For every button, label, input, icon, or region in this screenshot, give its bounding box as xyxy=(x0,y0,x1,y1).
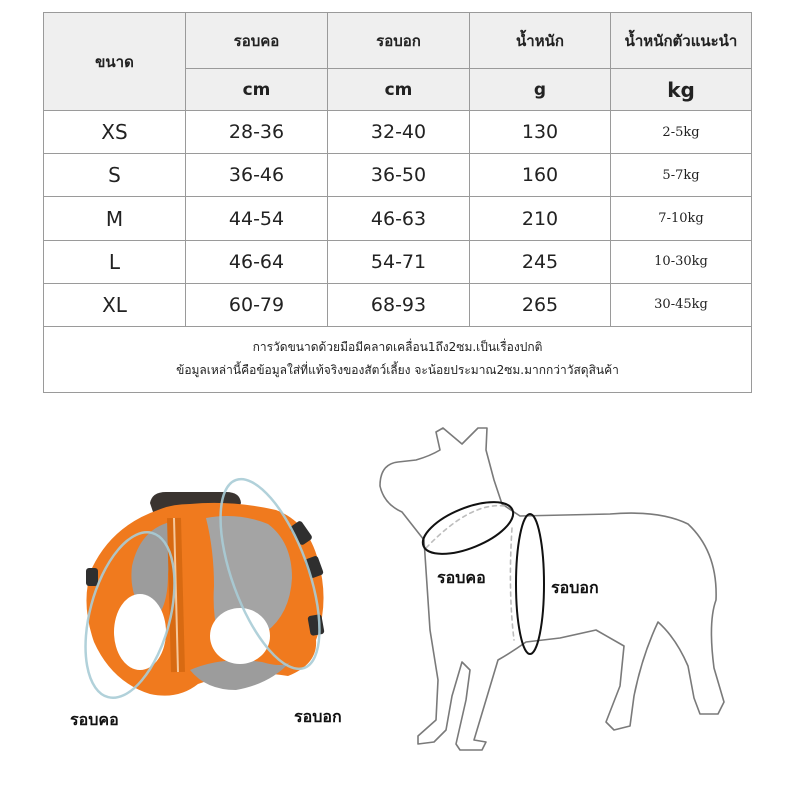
measurement-illustration xyxy=(0,400,800,800)
cell-recommended: 2-5kg xyxy=(611,111,752,154)
cell-weight: 265 xyxy=(470,283,611,326)
table-note-row xyxy=(44,326,752,392)
cell-weight: 160 xyxy=(470,154,611,197)
cell-weight: 130 xyxy=(470,111,611,154)
harness-chest-label: รอบอก xyxy=(294,707,342,726)
harness-chest-opening xyxy=(210,608,270,664)
harness-buckle xyxy=(86,568,98,586)
cell-size: L xyxy=(44,240,186,283)
header-neck: รอบคอ xyxy=(186,13,328,69)
cell-size: XL xyxy=(44,283,186,326)
header-chest: รอบอก xyxy=(328,13,470,69)
harness-image xyxy=(69,467,340,707)
dog-neck-label: รอบคอ xyxy=(437,568,486,587)
dog-neck-guide xyxy=(426,506,504,548)
cell-neck: 36-46 xyxy=(186,154,328,197)
dog-chest-measure-ring xyxy=(516,514,544,654)
unit-weight: g xyxy=(470,69,611,111)
cell-neck: 46-64 xyxy=(186,240,328,283)
table-row xyxy=(44,111,752,154)
cell-chest: 68-93 xyxy=(328,283,470,326)
cell-recommended: 30-45kg xyxy=(611,283,752,326)
size-table xyxy=(43,12,752,393)
cell-chest: 46-63 xyxy=(328,197,470,240)
table-row xyxy=(44,283,752,326)
table-row xyxy=(44,154,752,197)
dog-chest-label: รอบอก xyxy=(551,578,599,597)
table-header-row xyxy=(44,13,752,69)
unit-neck: cm xyxy=(186,69,328,111)
cell-recommended: 5-7kg xyxy=(611,154,752,197)
unit-recommended: kg xyxy=(611,69,752,111)
cell-size: M xyxy=(44,197,186,240)
cell-chest: 54-71 xyxy=(328,240,470,283)
table-row xyxy=(44,197,752,240)
cell-size: S xyxy=(44,154,186,197)
cell-weight: 245 xyxy=(470,240,611,283)
dog-neck-measure-ring xyxy=(416,491,520,564)
unit-chest: cm xyxy=(328,69,470,111)
dog-chest-guide xyxy=(510,528,514,640)
cell-neck: 44-54 xyxy=(186,197,328,240)
cell-chest: 32-40 xyxy=(328,111,470,154)
cell-neck: 28-36 xyxy=(186,111,328,154)
harness-neck-label: รอบคอ xyxy=(70,710,119,729)
header-weight: น้ำหนัก xyxy=(470,13,611,69)
cell-weight: 210 xyxy=(470,197,611,240)
note-line: ข้อมูลเหล่านี้คือข้อมูลใส่ที่แท้จริงของสัตว์เลี้ยง จะน้อยประมาณ2ซม.มากกว่าวัสดุสินค้า xyxy=(176,363,619,378)
harness-neck-opening xyxy=(114,594,166,670)
measurement-note xyxy=(44,326,752,392)
cell-size: XS xyxy=(44,111,186,154)
cell-recommended: 7-10kg xyxy=(611,197,752,240)
table-row xyxy=(44,240,752,283)
cell-recommended: 10-30kg xyxy=(611,240,752,283)
cell-neck: 60-79 xyxy=(186,283,328,326)
note-line: การวัดขนาดด้วยมือมีคลาดเคลื่อน1ถึง2ซม.เป็นเรื่องปกติ xyxy=(252,340,543,355)
header-size: ขนาด xyxy=(44,13,186,111)
header-recommended-weight: น้ำหนักตัวแนะนำ xyxy=(611,13,752,69)
cell-chest: 36-50 xyxy=(328,154,470,197)
